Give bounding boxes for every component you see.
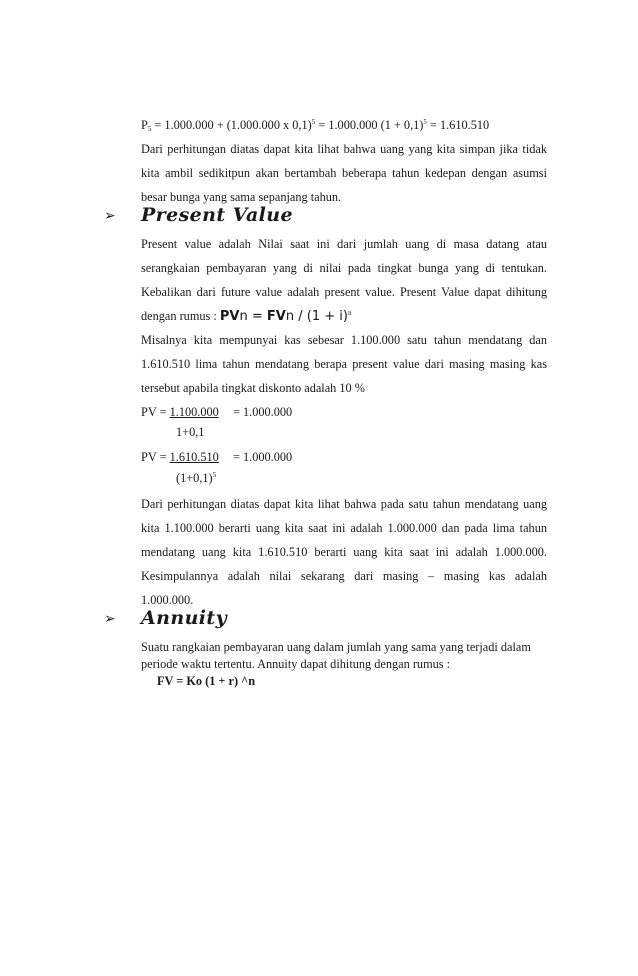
paragraph-line: Dari perhitungan diatas dapat kita lihat bahwa pada satu tahun mendatang uang <box>141 497 547 511</box>
formula-part-a: = 1.000.000 + (1.000.000 x 0,1) <box>151 118 312 132</box>
pv-calc-2 <box>141 450 219 465</box>
paragraph-line: tersebut apabila tingkat diskonto adalah 10 % <box>141 381 366 395</box>
annuity-paragraph: Suatu rangkaian pembayaran uang dalam jumlah yang sama yang terjadi dalam periode waktu tertentu. Annuity dapat dihitung dengan rumus : <box>141 640 531 671</box>
arrow-bullet-icon: ➢ <box>104 208 116 224</box>
paragraph-line: kita 1.100.000 berarti uang kita saat ini adalah 1.000.000 dan pada lima tahun <box>141 521 547 535</box>
paragraph-line: besar bunga yang sama sepanjang tahun. <box>141 190 342 204</box>
calc-lhs: PV = <box>141 405 170 419</box>
paragraph-line: kita ambil sedikitpun akan bertambah beberapa tahun kedepan dengan asumsi <box>141 166 547 180</box>
calc-result: = 1.000.000 <box>233 405 293 419</box>
formula-p5 <box>141 118 489 133</box>
calc-denominator <box>176 471 216 486</box>
calc-result: = 1.000.000 <box>233 450 293 464</box>
formula-prefix: dengan rumus : <box>141 309 220 323</box>
arrow-bullet-icon: ➢ <box>104 611 116 627</box>
section-heading-annuity: Annuity <box>141 607 228 629</box>
paragraph-line: Kebalikan dari future value adalah present value. Present Value dapat dihitung <box>141 285 547 299</box>
paragraph-line: 1.000.000. <box>141 593 194 607</box>
formula-part-c: = 1.610.510 <box>426 118 490 132</box>
calc-denominator: 1+0,1 <box>176 425 205 439</box>
calc-den-sup: 5 <box>212 471 217 479</box>
pv-formula-line <box>141 309 351 324</box>
calc-numerator: 1.610.510 <box>169 450 219 464</box>
paragraph-line: serangkaian pembayaran yang di nilai pada tingkat bunga yang di tentukan. <box>141 261 547 275</box>
paragraph-line: Misalnya kita mempunyai kas sebesar 1.100.000 satu tahun mendatang dan <box>141 333 547 347</box>
formula-sup: 5 <box>423 118 427 126</box>
calc-lhs: PV = <box>141 450 170 464</box>
formula-part-b: = 1.000.000 (1 + 0,1) <box>315 118 424 132</box>
paragraph-line: Kesimpulannya adalah nilai sekarang dari masing – masing kas adalah <box>141 569 547 583</box>
section-heading-present-value: Present Value <box>141 204 294 226</box>
formula-sub: 5 <box>147 125 152 133</box>
formula-n: n = <box>239 309 267 324</box>
formula-fv: FV <box>266 309 286 324</box>
formula-sup: n <box>347 309 352 317</box>
paragraph-line: Dari perhitungan diatas dapat kita lihat bahwa uang yang kita simpan jika tidak <box>141 142 547 156</box>
paragraph-line: 1.610.510 lima tahun mendatang berapa present value dari masing masing kas <box>141 357 547 371</box>
calc-numerator: 1.100.000 <box>169 405 219 419</box>
annuity-formula: FV = Ko (1 + r) ^n <box>157 674 256 688</box>
formula-pv: PV <box>219 309 240 324</box>
formula-sup: 5 <box>311 118 316 126</box>
formula-p: P <box>141 118 148 132</box>
formula-rest: n / (1 + i) <box>285 309 348 324</box>
calc-den-base: (1+0,1) <box>176 471 213 485</box>
paragraph-line: mendatang uang kita 1.610.510 berarti uang kita saat ini adalah 1.000.000. <box>141 545 547 559</box>
pv-calc-1 <box>141 405 219 420</box>
paragraph-line: Present value adalah Nilai saat ini dari jumlah uang di masa datang atau <box>141 237 547 251</box>
